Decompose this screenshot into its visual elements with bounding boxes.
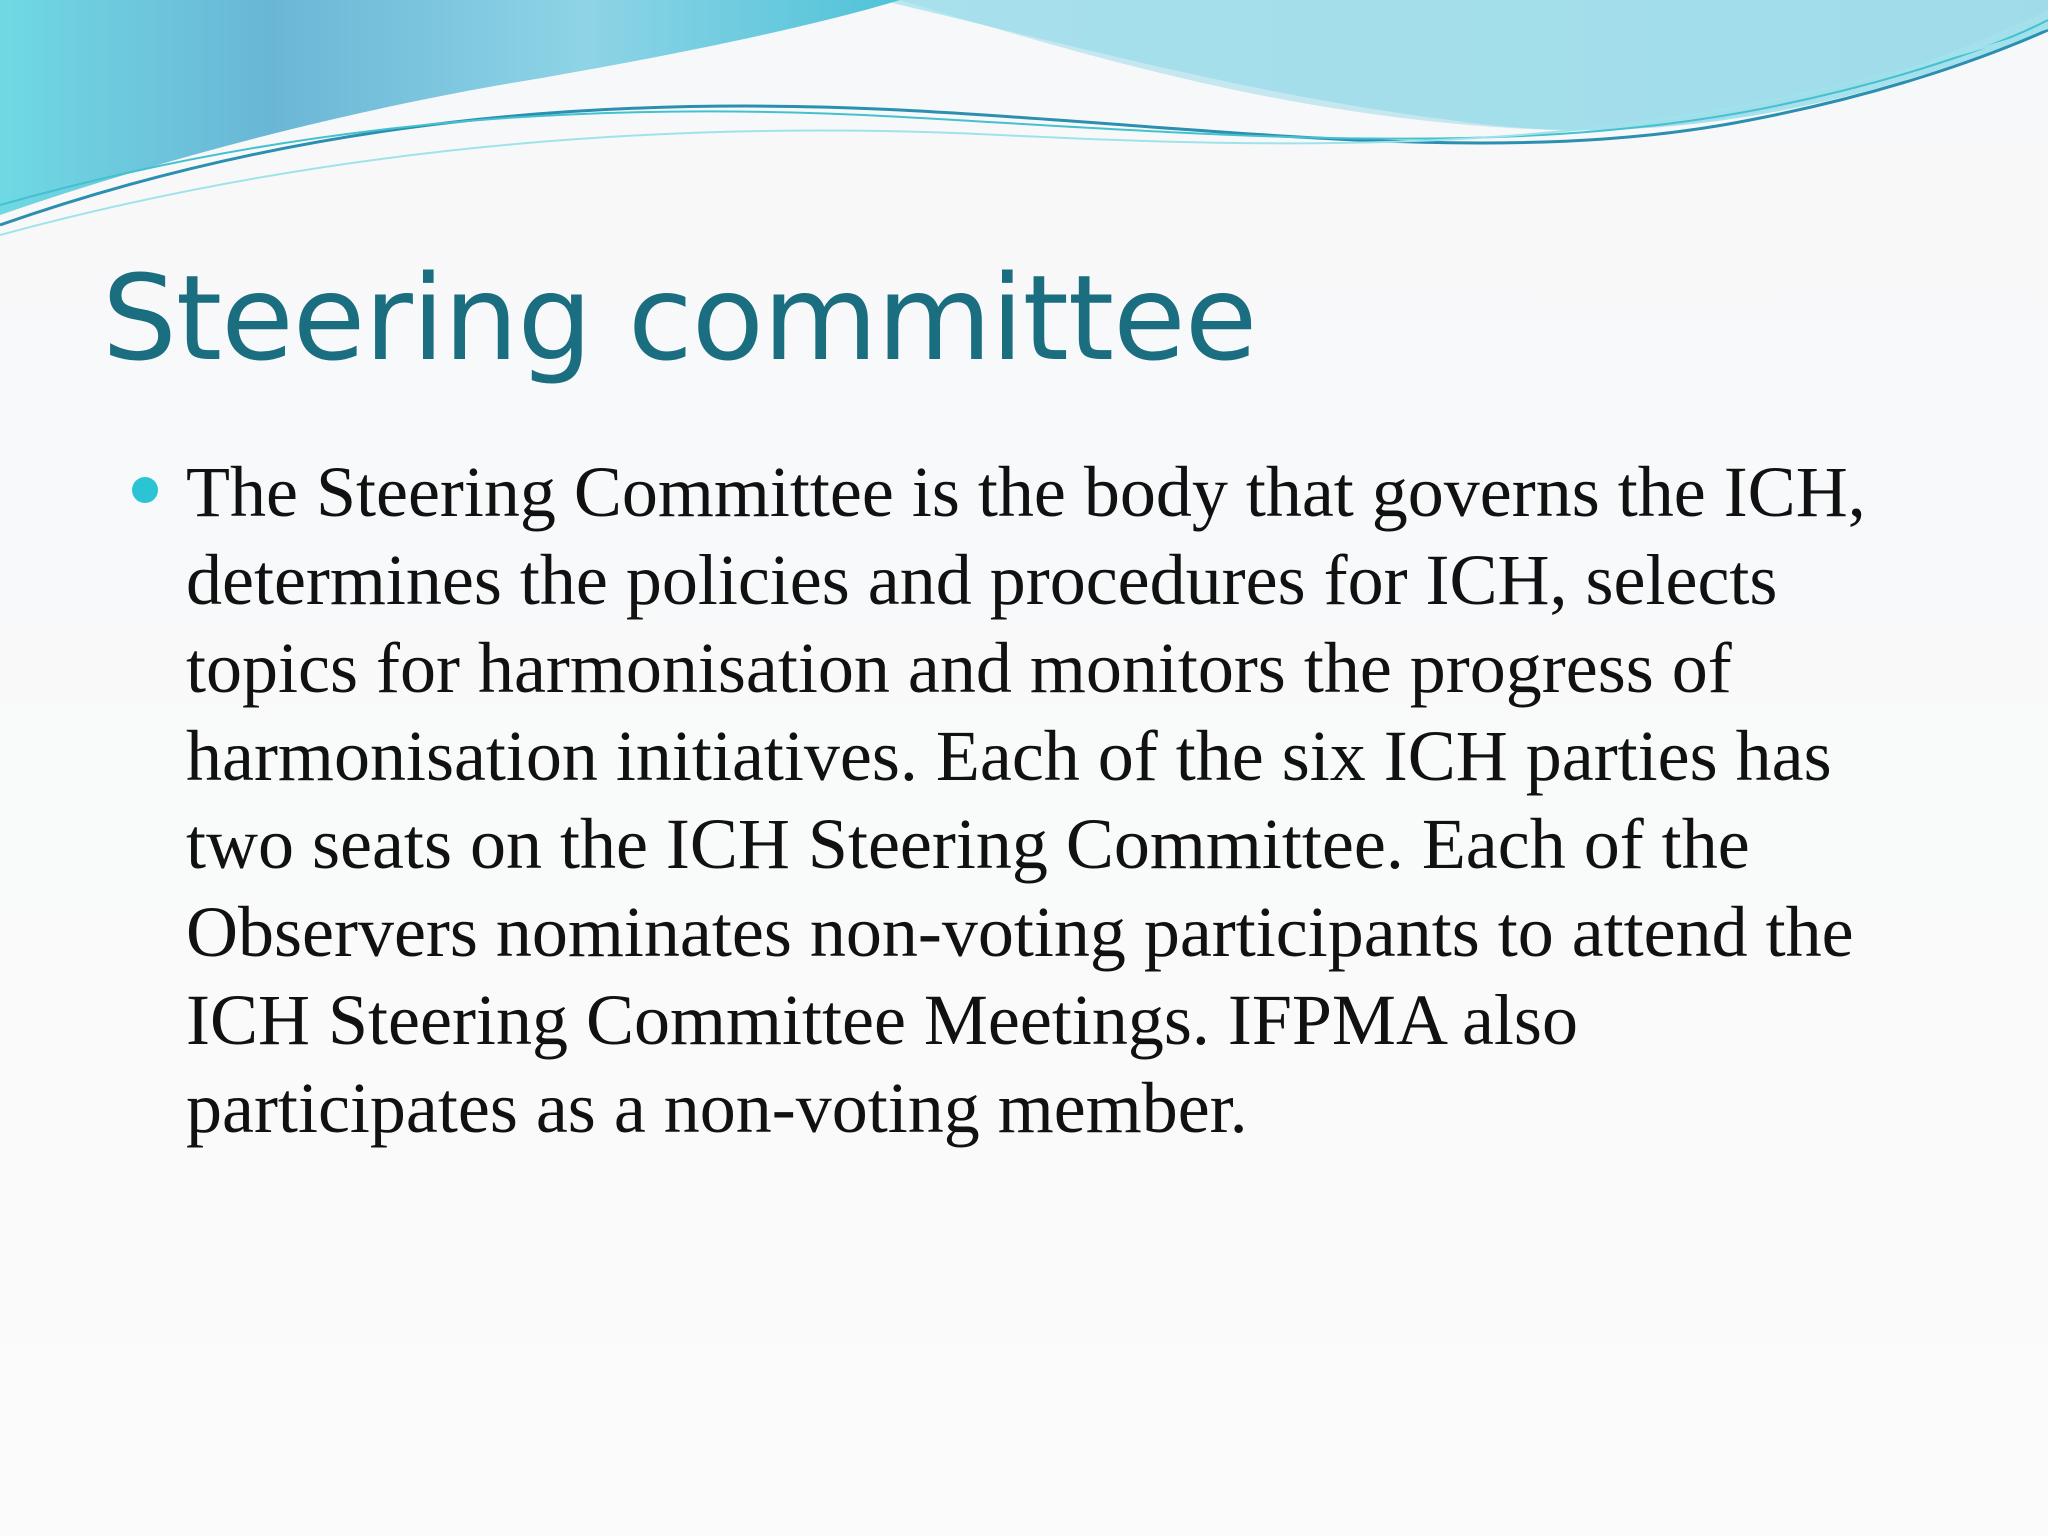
bullet-dot-icon <box>132 477 158 503</box>
bullet-text: The Steering Committee is the body that governs the ICH, determines the policies and procedures for ICH, selects topics for harmonisation and monitors the progress of harmonisation initiatives. Each of the six ICH parties has two seats on the ICH Steering Committee. Each of the Observers nominates non-voting participants to attend the ICH Steering Committee Meetings. IFPMA also participates as a non-voting member. <box>186 452 1866 1148</box>
decorative-wave-header <box>0 0 2048 240</box>
slide-title: Steering committee <box>102 249 1257 387</box>
bullet-item <box>128 448 1908 1152</box>
bullet-list <box>128 448 1908 1152</box>
